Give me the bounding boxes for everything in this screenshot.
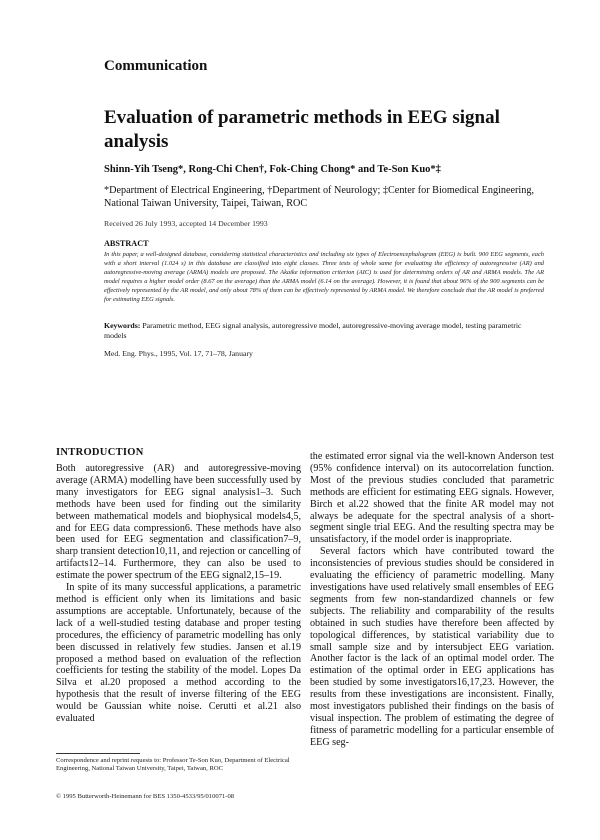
abstract-text: In this paper, a well-designed database, considering statistical characteristics and including six types of Electroencephalogram (EEG) is built. 900 EEG segments, each with a short interval (1.024 s) in this database are classified into eight classes. Three tests of whole same for evaluating the efficiency of autoregressive (AR) and autoregressive-moving average (ARMA) models are proposed. The Akaike information criterion (AIC) is used for determining orders of AR and ARMA models. The AR model requires a higher model order (8.67 on the average) than the ARMA model (6.14 on the average). However, it is found that about 96% of the 900 segments can be effectively represented by the AR model, and only about 78% of them can be effectively represented by ARMA model. We therefore conclude that the AR model is preferred for estimating EEG signals. [104, 251, 544, 303]
intro-paragraph: Several factors which have contributed toward the inconsistencies of previous studies should be considered in evaluating the efficiency of parametric modelling. Many investigations have used relatively small ensembles of EEG segments from few non-standardized channels or few subjects. The reliability and comparability of the results obtained in such studies have therefore been affected by topological differences, by statistical variability due to small sample size and by intersubject EEG variation. Another factor is the lack of an optimal model order. The estimation of the optimal order in EEG applications has been studied by some investigators16,17,23. However, the results from these investigations are inconsistent. Finally, most investigators published their findings on the basis of visual inspection. The problem of estimating the degree of fitness of parametric modelling for a particular ensemble of EEG seg- [310, 546, 554, 748]
footnote-divider [56, 753, 140, 754]
right-column [310, 451, 554, 749]
authors: Shinn-Yih Tseng*, Rong-Chi Chen†, Fok-Ching Chong* and Te-Son Kuo*‡ [104, 164, 441, 175]
keywords-label: Keywords: [104, 321, 141, 330]
copyright-notice: © 1995 Butterworth-Heinemann for BES 1350-4533/95/010071-08 [56, 793, 235, 800]
article-title: Evaluation of parametric methods in EEG signal analysis [104, 107, 500, 152]
keywords [104, 321, 544, 341]
received-date: Received 26 July 1993, accepted 14 December 1993 [104, 219, 268, 228]
intro-paragraph: In spite of its many successful applications, a parametric method is efficient only when its limitations and basic assumptions are acceptable. Unfortunately, because of the lack of a well-studied testing database and proper testing procedures, the efficiency of parametric modelling has only been discussed in relatively few studies. Jansen et al.19 proposed a method based on evaluation of the reflection coefficients for testing the stability of the model. Lopes Da Silva et al.20 proposed a method according to the hypothesis that the result of inverse filtering of the EEG would be Gaussian white noise. Cerutti et al.21 also evaluated [56, 582, 301, 725]
introduction-heading: INTRODUCTION [56, 447, 144, 458]
intro-paragraph: Both autoregressive (AR) and autoregressive-moving average (ARMA) modelling have been successfully used by many investigators for EEG signal analysis1–3. Such methods have been used for finding out the similarity between mathematical models and biophysical models4,5, and for EEG data compression6. These methods have also been used for EEG segmentation and classification7–9, sharp transient detection10,11, and rejection or cancelling of artifacts12–14. Furthermore, they can also be used to estimate the power spectrum of the EEG signal2,15–19. [56, 463, 301, 582]
journal-citation: Med. Eng. Phys., 1995, Vol. 17, 71–78, January [104, 349, 253, 358]
affiliations: *Department of Electrical Engineering, †Department of Neurology; ‡Center for Biomedical Engineering, National Taiwan University, Taipei, Taiwan, ROC [104, 185, 534, 209]
abstract-heading: ABSTRACT [104, 239, 149, 248]
intro-paragraph: the estimated error signal via the well-known Anderson test (95% confidence interval) on its autocorrelation function. Most of the previous studies concluded that parametric methods are efficient for estimating EEG signals. However, Birch et al.22 showed that the finite AR model may not always be adequate for the spectral analysis of a short-segment single trial EEG. And the resulting spectra may be unsatisfactory, if the model order is inappropriate. [310, 451, 554, 546]
section-label: Communication [104, 58, 208, 74]
left-column [56, 463, 301, 725]
keywords-text: Parametric method, EEG signal analysis, autoregressive model, autoregressive-moving average model, testing parametric models [104, 321, 522, 340]
correspondence-footnote: Correspondence and reprint requests to: Professor Te-Son Kuo, Department of Electrical Engineering, National Taiwan University, Taipei, Taiwan, ROC [56, 757, 290, 773]
